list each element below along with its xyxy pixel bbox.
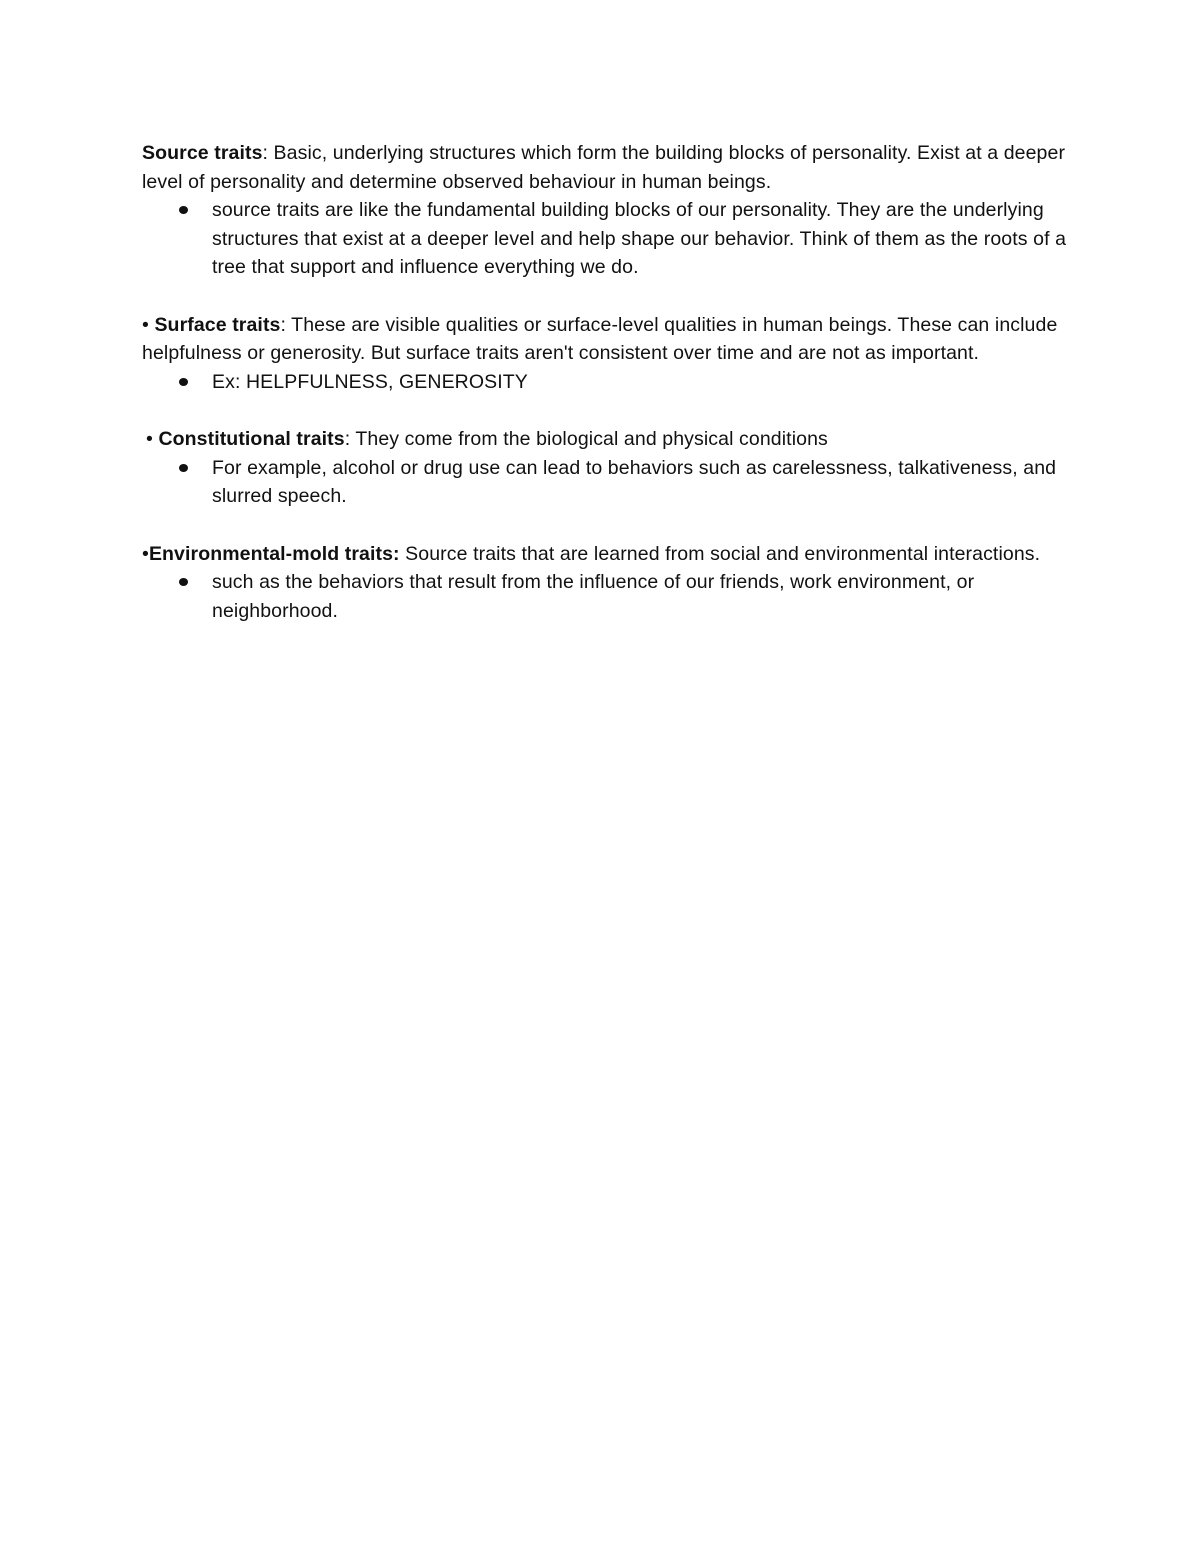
definition-term: Constitutional traits	[158, 428, 345, 450]
section-environmental-mold-traits	[142, 540, 1072, 626]
definition-term: Source traits	[142, 142, 263, 164]
definition-paragraph	[142, 540, 1072, 569]
definition-prefix: •	[142, 542, 149, 565]
document-body	[142, 139, 1072, 625]
section-constitutional-traits	[142, 425, 1072, 511]
list-item-text: such as the behaviors that result from the influence of our friends, work environment, or neighborhood.	[212, 571, 975, 622]
definition-term: Environmental-mold traits:	[148, 542, 400, 565]
definition-text: Source traits that are learned from social and environmental interactions.	[399, 542, 1041, 565]
list-item	[212, 368, 1072, 397]
list-item-text: source traits are like the fundamental building blocks of our personality. They are the underlying structures that exist at a deeper level and help shape our behavior. Think of them as the roots of a tree that support and influence everything we do.	[212, 199, 1067, 278]
sub-bullet-list	[142, 196, 1072, 282]
definition-prefix: •	[146, 428, 159, 450]
definition-paragraph	[142, 311, 1072, 368]
section-surface-traits	[142, 311, 1072, 397]
list-item	[212, 196, 1072, 282]
list-item	[212, 454, 1072, 511]
bullet-dot-icon	[179, 378, 188, 386]
definition-paragraph	[142, 139, 1072, 196]
list-item-text: For example, alcohol or drug use can lead to behaviors such as carelessness, talkativeness, and slurred speech.	[212, 456, 1057, 507]
bullet-dot-icon	[179, 578, 188, 586]
definition-prefix: •	[142, 313, 155, 336]
sub-bullet-list	[142, 568, 1072, 625]
definition-text: : These are visible qualities or surface-level qualities in human beings. These can include helpfulness or generosity. But surface traits aren't consistent over time and are not as important.	[142, 313, 1058, 364]
sub-bullet-list	[142, 454, 1072, 511]
definition-text: : They come from the biological and physical conditions	[344, 428, 828, 450]
list-item-text: Ex: HELPFULNESS, GENEROSITY	[212, 370, 528, 393]
definition-paragraph	[142, 425, 1072, 454]
sub-bullet-list	[142, 368, 1072, 397]
list-item	[212, 568, 1072, 625]
bullet-dot-icon	[179, 464, 188, 472]
definition-text: : Basic, underlying structures which form the building blocks of personality. Exist at a deeper level of personality and determine observed behaviour in human beings.	[142, 142, 1066, 193]
definition-term: Surface traits	[154, 313, 281, 336]
bullet-dot-icon	[179, 206, 188, 214]
section-source-traits	[142, 139, 1072, 282]
